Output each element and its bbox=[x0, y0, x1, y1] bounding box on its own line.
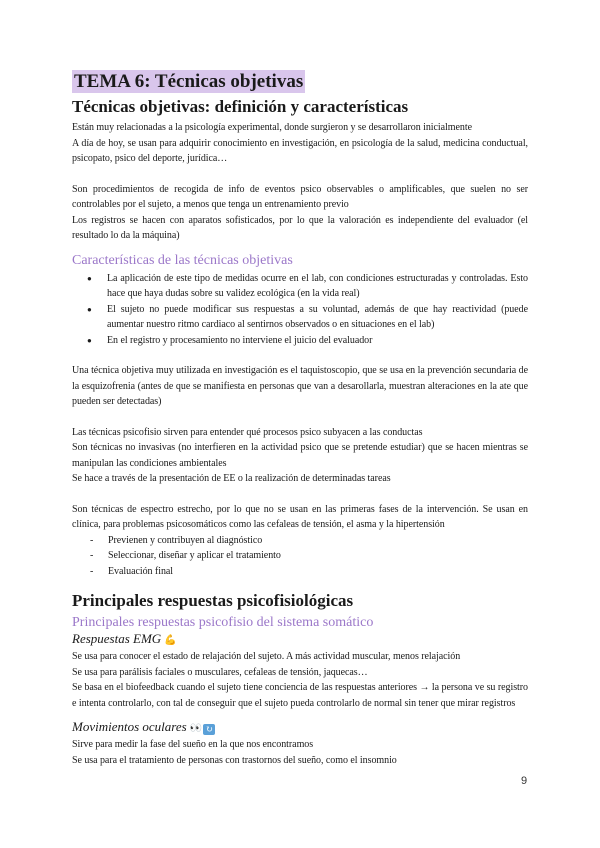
list-item: - Seleccionar, diseñar y aplicar el tratamiento bbox=[108, 548, 528, 564]
paragraph: Son técnicas no invasivas (no interfieren en la actividad psico que se pretende estudiar) que se hacen mientras se manipulan las condiciones ambientales bbox=[72, 442, 528, 469]
paragraph: Están muy relacionadas a la psicología experimental, donde surgieron y se desarrollaron inicialmente bbox=[72, 122, 472, 133]
paragraph: Los registros se hacen con aparatos sofisticados, por lo que la valoración es independiente del evaluador (el resultado lo da la máquina) bbox=[72, 214, 528, 241]
paragraph: Una técnica objetiva muy utilizada en investigación es el taquistoscopio, que se usa en la prevención secundaria de la esquizofrenia (antes de que se manifiesta en personas que van a desarollarla, muestran alteraciones en la ate que pueden ser detectadas) bbox=[72, 365, 528, 407]
page-title: TEMA 6: Técnicas objetivas bbox=[74, 71, 304, 92]
ocular-heading-text: Movimientos oculares bbox=[72, 719, 187, 734]
paragraph: Se basa en el biofeedback cuando el sujeto tiene conciencia de las respuestas anteriores → la persona ve su registro e intenta controlarlo, con tal de conseguir que el sujeto pueda controlarlo de normal sin tener que mirar registros bbox=[72, 682, 528, 709]
cycle-icon: ↻ bbox=[203, 724, 215, 735]
list-item: - Previenen y contribuyen al diagnóstico bbox=[108, 533, 528, 549]
paragraph: Las técnicas psicofisio sirven para entender qué procesos psico subyacen a las conductas bbox=[72, 426, 423, 438]
list-item: ● En el registro y procesamiento no interviene el juicio del evaluador bbox=[107, 333, 528, 349]
characteristics-list bbox=[72, 271, 528, 349]
subheading-emg bbox=[72, 631, 528, 649]
paragraph: Se usa para parálisis faciales o musculares, cefaleas de tensión, jaquecas… bbox=[72, 666, 368, 678]
paragraph: Son procedimientos de recogida de info de eventos psico observables o amplificables, que suelen no ser controlables por el sujeto, a menos que tenga un entrenamiento previo bbox=[72, 183, 528, 210]
document-page bbox=[72, 70, 528, 768]
paragraph: Se hace a través de la presentación de EE o la realización de determinadas tareas bbox=[72, 473, 391, 484]
section-heading-definition: Técnicas objetivas: definición y características bbox=[72, 97, 409, 116]
eyes-icon: 👀 bbox=[189, 723, 202, 734]
flexed-arm-icon: 💪 bbox=[164, 635, 177, 646]
paragraph: Sirve para medir la fase del sueño en la que nos encontramos bbox=[72, 739, 314, 750]
paragraph: A día de hoy, se usan para adquirir conocimiento en investigación, en psicología de la salud, medicina conductual, psicopato, psico del deporte, jurídica… bbox=[72, 137, 528, 164]
section-heading-responses: Principales respuestas psicofisiológicas bbox=[72, 591, 354, 610]
subheading-somatic: Principales respuestas psicofisio del sistema somático bbox=[72, 615, 374, 630]
list-item: ● El sujeto no puede modificar sus respuestas a su voluntad, además de que hay reactividad (puede aumentar nuestro ritmo cardiaco al sentirnos observados o en situaciones en el lab) bbox=[107, 302, 528, 333]
uses-list bbox=[72, 533, 528, 580]
page-number: 9 bbox=[521, 775, 528, 787]
emg-heading-text: Respuestas EMG bbox=[72, 631, 162, 646]
subheading-ocular bbox=[72, 719, 528, 737]
list-item: - Evaluación final bbox=[108, 564, 528, 580]
paragraph: Son técnicas de espectro estrecho, por lo que no se usan en las primeras fases de la intervención. Se usan en clínica, para problemas psicosomáticos como las cefaleas de tensión, el asma y la hipertensión bbox=[72, 503, 528, 530]
list-item: ● La aplicación de este tipo de medidas ocurre en el lab, con condiciones estructuradas y controladas. Esto hace que haya dudas sobre su validez ecológica (en la vida real) bbox=[107, 271, 528, 302]
subheading-characteristics: Características de las técnicas objetivas bbox=[72, 252, 293, 268]
paragraph: Se usa para conocer el estado de relajación del sujeto. A más actividad muscular, menos relajación bbox=[72, 651, 461, 662]
paragraph: Se usa para el tratamiento de personas con trastornos del sueño, como el insomnio bbox=[72, 754, 397, 766]
